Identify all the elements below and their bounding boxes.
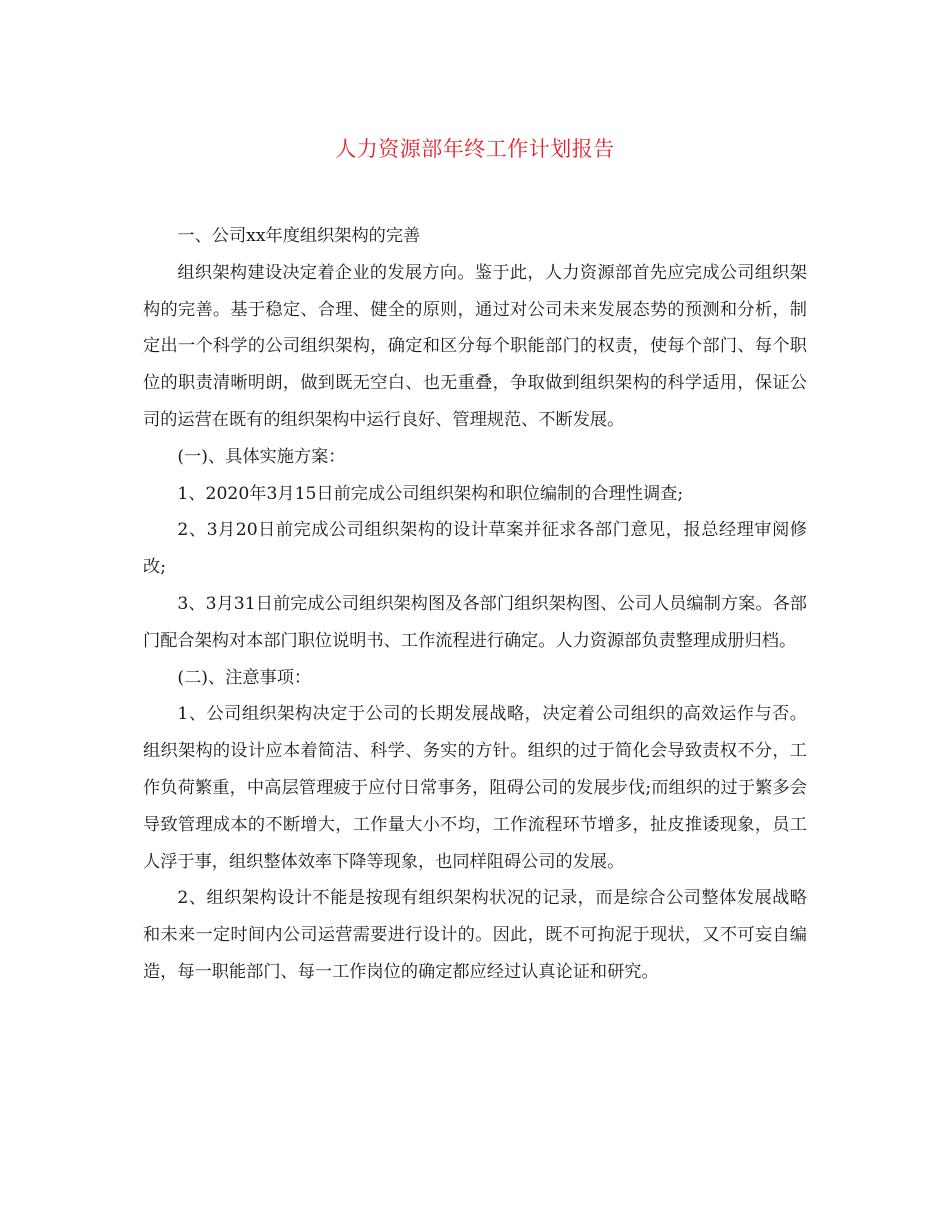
list-item-2: 2、3月20日前完成公司组织架构的设计草案并征求各部门意见，报总经理审阅修改; bbox=[143, 520, 807, 578]
document-title: 人力资源部年终工作计划报告 bbox=[335, 137, 615, 161]
subsection-heading-implementation: (一)、具体实施方案： bbox=[177, 446, 346, 467]
note-item-1: 1、公司组织架构决定于公司的长期发展战略，决定着公司组织的高效运作与否。组织架构的设计应本着简洁、科学、务实的方针。组织的过于简化会导致责权不分，工作负荷繁重，中高层管理疲于应付日常事务，阻碍公司的发展步伐;而组织的过于繁多会导致管理成本的不断增大，工作量大小不均，工作流程环节增多，扯皮推诿现象，员工人浮于事，组织整体效率下降等现象，也同样阻碍公司的发展。 bbox=[143, 704, 807, 872]
list-item-3: 3、3月31日前完成公司组织架构图及各部门组织架构图、公司人员编制方案。各部门配合架构对本部门职位说明书、工作流程进行确定。人力资源部负责整理成册归档。 bbox=[143, 593, 807, 651]
note-item-2: 2、组织架构设计不能是按现有组织架构状况的记录，而是综合公司整体发展战略和未来一定时间内公司运营需要进行设计的。因此，既不可拘泥于现状，又不可妄自编造，每一职能部门、每一工作岗位的确定都应经过认真论证和研究。 bbox=[143, 888, 807, 982]
document-body bbox=[143, 218, 807, 991]
list-item-1: 1、2020年3月15日前完成公司组织架构和职位编制的合理性调查; bbox=[177, 483, 684, 504]
subsection-heading-notes: (二)、注意事项： bbox=[177, 667, 312, 688]
paragraph-org-structure: 组织架构建设决定着企业的发展方向。鉴于此，人力资源部首先应完成公司组织架构的完善。基于稳定、合理、健全的原则，通过对公司未来发展态势的预测和分析，制定出一个科学的公司组织架构，确定和区分每个职能部门的权责，使每个部门、每个职位的职责清晰明朗，做到既无空白、也无重叠，争取做到组织架构的科学适用，保证公司的运营在既有的组织架构中运行良好、管理规范、不断发展。 bbox=[143, 262, 807, 430]
section-heading-1: 一、公司xx年度组织架构的完善 bbox=[177, 226, 421, 246]
